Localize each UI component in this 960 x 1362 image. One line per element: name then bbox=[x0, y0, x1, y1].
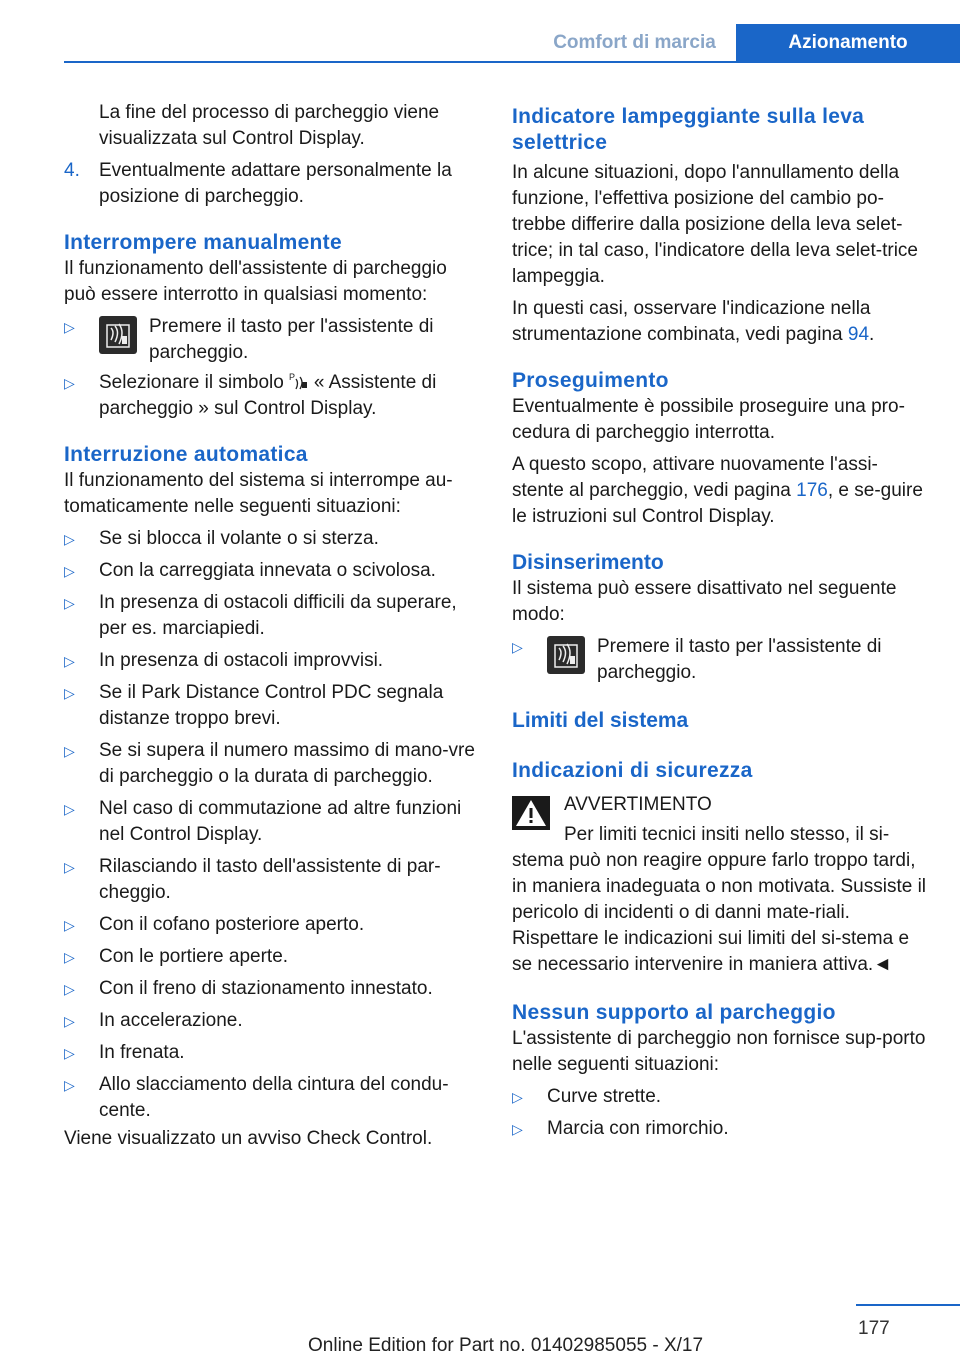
list-item-text: Rilasciando il tasto dell'assistente di par-cheggio. bbox=[99, 856, 441, 903]
step-4 bbox=[64, 158, 478, 210]
list-item bbox=[64, 590, 478, 642]
list-item bbox=[64, 976, 478, 1002]
list-item bbox=[64, 738, 478, 790]
heading-blink: Indicatore lampeggiante sulla leva selettrice bbox=[512, 105, 865, 154]
bullet-triangle-icon: ▷ bbox=[64, 859, 75, 875]
heading-auto: Interruzione automatica bbox=[64, 443, 308, 466]
tab-comfort-di-marcia[interactable]: Comfort di marcia bbox=[553, 32, 716, 53]
list-item-text: In presenza di ostacoli difficili da superare, per es. marciapiedi. bbox=[99, 592, 457, 639]
list-item bbox=[64, 314, 478, 366]
heading-continue: Proseguimento bbox=[512, 369, 669, 392]
list-item bbox=[64, 1040, 478, 1066]
bullet-triangle-icon: ▷ bbox=[64, 743, 75, 759]
step-number: 4. bbox=[64, 160, 80, 181]
list-item-text: Premere il tasto per l'assistente di parcheggio. bbox=[149, 316, 434, 363]
heading-off: Disinserimento bbox=[512, 551, 664, 574]
list-item bbox=[512, 1084, 928, 1110]
warning-block bbox=[512, 792, 928, 978]
bullet-triangle-icon: ▷ bbox=[512, 1089, 523, 1105]
list-item bbox=[64, 558, 478, 584]
list-item-text: Se il Park Distance Control PDC segnala distanze troppo brevi. bbox=[99, 682, 444, 729]
auto-text: Il funzionamento del sistema si interrompe au-tomaticamente nelle seguenti situazioni: bbox=[64, 470, 453, 517]
bullet-triangle-icon: ▷ bbox=[64, 1045, 75, 1061]
bullet-triangle-icon: ▷ bbox=[64, 1013, 75, 1029]
page-number: 177 bbox=[858, 1318, 890, 1339]
tab-azionamento[interactable]: Azionamento bbox=[736, 24, 960, 62]
bullet-triangle-icon: ▷ bbox=[64, 801, 75, 817]
heading-limits: Limiti del sistema bbox=[512, 709, 689, 732]
bullet-triangle-icon: ▷ bbox=[64, 563, 75, 579]
list-item-text: Curve strette. bbox=[547, 1086, 662, 1107]
footer-rule bbox=[856, 1304, 960, 1306]
bullet-triangle-icon: ▷ bbox=[64, 319, 75, 335]
bullet-triangle-icon: ▷ bbox=[64, 653, 75, 669]
right-column bbox=[512, 100, 928, 1142]
list-item-text: Se si supera il numero massimo di mano-vre di parcheggio o la durata di parcheggio. bbox=[99, 740, 475, 787]
svg-text:P: P bbox=[288, 372, 295, 382]
bullet-triangle-icon: ▷ bbox=[512, 639, 523, 655]
list-item bbox=[64, 370, 478, 422]
list-item bbox=[64, 1072, 478, 1124]
list-item-text: Con le portiere aperte. bbox=[99, 946, 289, 967]
list-item-text: Con la carreggiata innevata o scivolosa. bbox=[99, 560, 436, 581]
bullet-triangle-icon: ▷ bbox=[64, 375, 75, 391]
list-item bbox=[64, 796, 478, 848]
warning-first-line: Per limiti tecnici insiti nello stesso, il si- bbox=[564, 824, 890, 845]
warning-triangle-icon bbox=[512, 796, 550, 830]
warning-title: AVVERTIMENTO bbox=[564, 794, 712, 815]
heading-safety: Indicazioni di sicurezza bbox=[512, 759, 753, 782]
bullet-triangle-icon: ▷ bbox=[64, 531, 75, 547]
bullet-triangle-icon: ▷ bbox=[64, 917, 75, 933]
left-column bbox=[64, 100, 478, 1152]
bullet-triangle-icon: ▷ bbox=[64, 685, 75, 701]
nosupport-text: L'assistente di parcheggio non fornisce sup-porto nelle seguenti situazioni: bbox=[512, 1028, 926, 1075]
parking-assistant-button-icon bbox=[99, 316, 137, 354]
off-text: Il sistema può essere disattivato nel seguente modo: bbox=[512, 578, 897, 625]
header-rule bbox=[64, 61, 960, 63]
blink-p2: In questi casi, osservare l'indicazione nella strumentazione combinata, vedi pagina 94. bbox=[512, 298, 875, 345]
warning-text: stema può non reagire oppure farlo troppo tardi, in maniera inadeguata o non motivata. Sussiste il pericolo di incidenti o di danni mate-riali. Rispettare le indicazioni sui limiti del si-stema e se necessario intervenire in maniera attiva.◄ bbox=[512, 850, 927, 975]
cont-p2: A questo scopo, attivare nuovamente l'assi-stente al parcheggio, vedi pagina 176, e se-guire le istruzioni sul Control Display. bbox=[512, 454, 923, 527]
list-item-text: Se si blocca il volante o si sterza. bbox=[99, 528, 379, 549]
list-item bbox=[512, 634, 928, 686]
list-item bbox=[64, 854, 478, 906]
list-item bbox=[64, 1008, 478, 1034]
step-text: Eventualmente adattare personalmente la posizione di parcheggio. bbox=[99, 160, 452, 207]
manual-text: Il funzionamento dell'assistente di parcheggio può essere interrotto in qualsiasi momento: bbox=[64, 258, 447, 305]
list-item bbox=[64, 526, 478, 552]
footer-edition: Online Edition for Part no. 01402985055 - X/17 bbox=[308, 1335, 704, 1356]
page-header bbox=[0, 0, 960, 62]
list-item-text: Con il freno di stazionamento innestato. bbox=[99, 978, 433, 999]
list-item-text: Nel caso di commutazione ad altre funzioni nel Control Display. bbox=[99, 798, 462, 845]
parking-symbol-icon bbox=[288, 371, 310, 391]
list-item-text: In accelerazione. bbox=[99, 1010, 243, 1031]
closing-text: Viene visualizzato un avviso Check Control. bbox=[64, 1128, 433, 1149]
auto-list bbox=[64, 526, 478, 1124]
page-link-176[interactable]: 176 bbox=[796, 480, 828, 501]
list-item bbox=[64, 648, 478, 674]
list-item-text: Premere il tasto per l'assistente di parcheggio. bbox=[597, 636, 882, 683]
bullet-triangle-icon: ▷ bbox=[512, 1121, 523, 1137]
intro-text: La fine del processo di parcheggio viene visualizzata sul Control Display. bbox=[99, 102, 440, 149]
list-item-text: Selezionare il simbolo P « Assistente di parcheggio » sul Control Display. bbox=[99, 372, 437, 419]
bullet-triangle-icon: ▷ bbox=[64, 595, 75, 611]
list-item bbox=[64, 944, 478, 970]
list-item-text: In presenza di ostacoli improvvisi. bbox=[99, 650, 384, 671]
bullet-triangle-icon: ▷ bbox=[64, 1077, 75, 1093]
bullet-triangle-icon: ▷ bbox=[64, 949, 75, 965]
list-item bbox=[512, 1116, 928, 1142]
list-item bbox=[64, 680, 478, 732]
page-link-94[interactable]: 94 bbox=[847, 324, 870, 345]
cont-p1: Eventualmente è possibile proseguire una pro-cedura di parcheggio interrotta. bbox=[512, 396, 905, 443]
heading-manual: Interrompere manualmente bbox=[64, 231, 342, 254]
list-item-text: Allo slacciamento della cintura del condu-cente. bbox=[99, 1074, 449, 1121]
parking-assistant-button-icon bbox=[547, 636, 585, 674]
bullet-triangle-icon: ▷ bbox=[64, 981, 75, 997]
list-item bbox=[64, 912, 478, 938]
blink-p1: In alcune situazioni, dopo l'annullamento della funzione, l'effettiva posizione del cambio po-trebbe differire dalla posizione della leva selet-trice; in tal caso, l'indicatore della leva selet-trice lampeggia. bbox=[512, 162, 918, 287]
heading-nosupport: Nessun supporto al parcheggio bbox=[512, 1001, 836, 1024]
list-item-text: Con il cofano posteriore aperto. bbox=[99, 914, 365, 935]
list-item-text: In frenata. bbox=[99, 1042, 185, 1063]
list-item-text: Marcia con rimorchio. bbox=[547, 1118, 729, 1139]
